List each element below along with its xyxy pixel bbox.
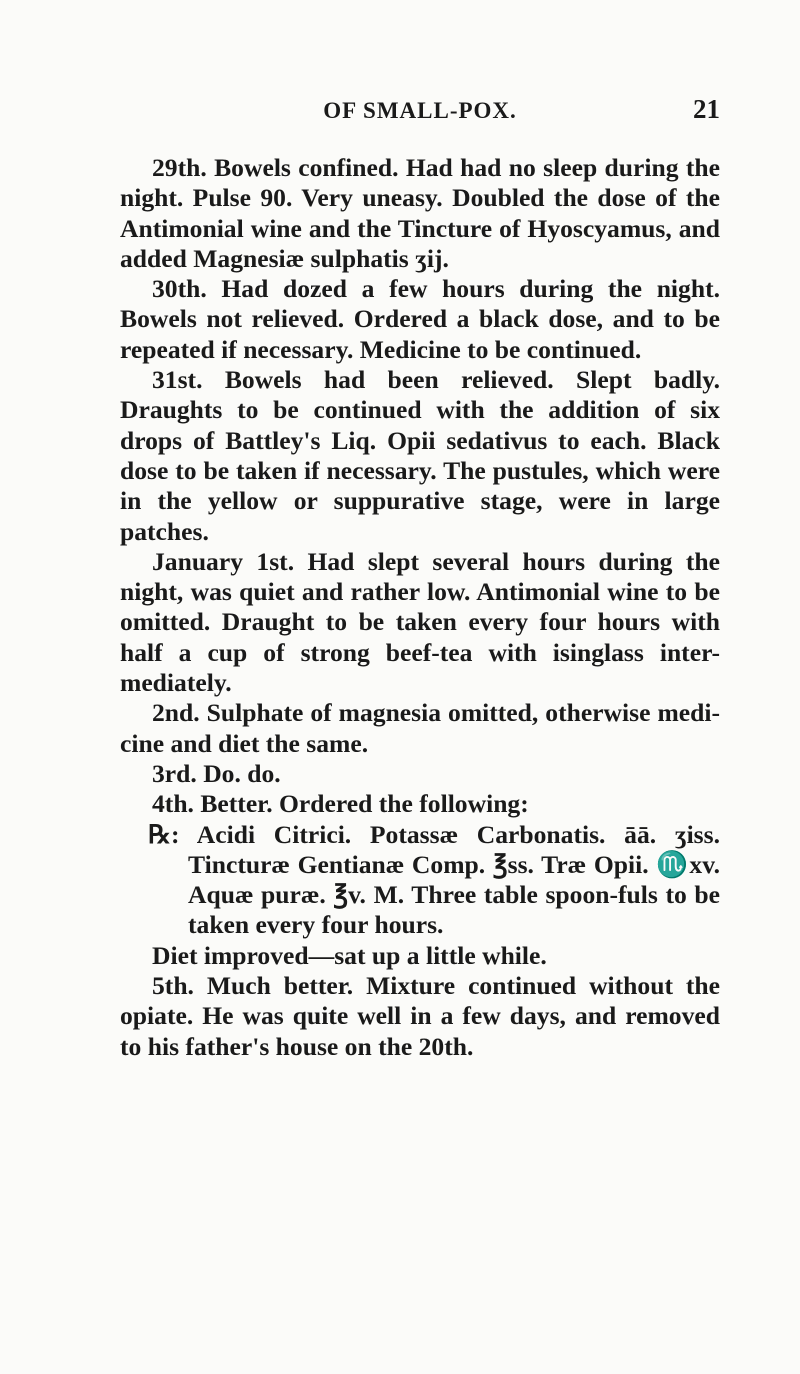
paragraph-2nd: 2nd. Sulphate of magnesia omitted, otherwise medi-cine and diet the same. <box>120 698 720 758</box>
paragraph-diet: Diet improved—sat up a little while. <box>152 940 547 970</box>
paragraph-4th: 4th. Better. Ordered the following: <box>152 789 529 819</box>
paragraph-30th: 30th. Had dozed a few hours during the night. Bowels not relieved. Ordered a black dose, and to be repeated if necessary. Medicine to be continued. <box>120 274 720 364</box>
running-title: OF SMALL-POX. <box>323 98 517 123</box>
body-text <box>120 153 720 1062</box>
page-number: 21 <box>693 94 720 124</box>
prescription-block: ℞: Acidi Citrici. Potassæ Carbonatis. āā. ʒiss. Tincturæ Gentianæ Comp. ℥ss. Træ Opii. ♏xv. Aquæ puræ. ℥v. M. Three table spoon-fuls to be taken every four hours. <box>148 819 720 940</box>
page-header <box>120 90 720 130</box>
paragraph-3rd: 3rd. Do. do. <box>152 758 281 788</box>
paragraph-29th: 29th. Bowels confined. Had had no sleep during the night. Pulse 90. Very uneasy. Doubled the dose of the Antimonial wine and the Tincture of Hyoscyamus, and added Magnesiæ sulphatis ʒij. <box>120 153 720 273</box>
paragraph-january-1st: January 1st. Had slept several hours during the night, was quiet and rather low. Antimonial wine to be omitted. Draught to be taken every four hours with half a cup of strong beef-tea with isinglass inter-mediately. <box>120 546 720 698</box>
paragraph-5th: 5th. Much better. Mixture continued without the opiate. He was quite well in a few days, and removed to his father's house on the 20th. <box>120 971 720 1061</box>
paragraph-31st: 31st. Bowels had been relieved. Slept badly. Draughts to be continued with the addition of six drops of Battley's Liq. Opii sedativus to each. Black dose to be taken if necessary. The pustules, which were in the yellow or suppurative stage, were in large patches. <box>120 365 720 546</box>
